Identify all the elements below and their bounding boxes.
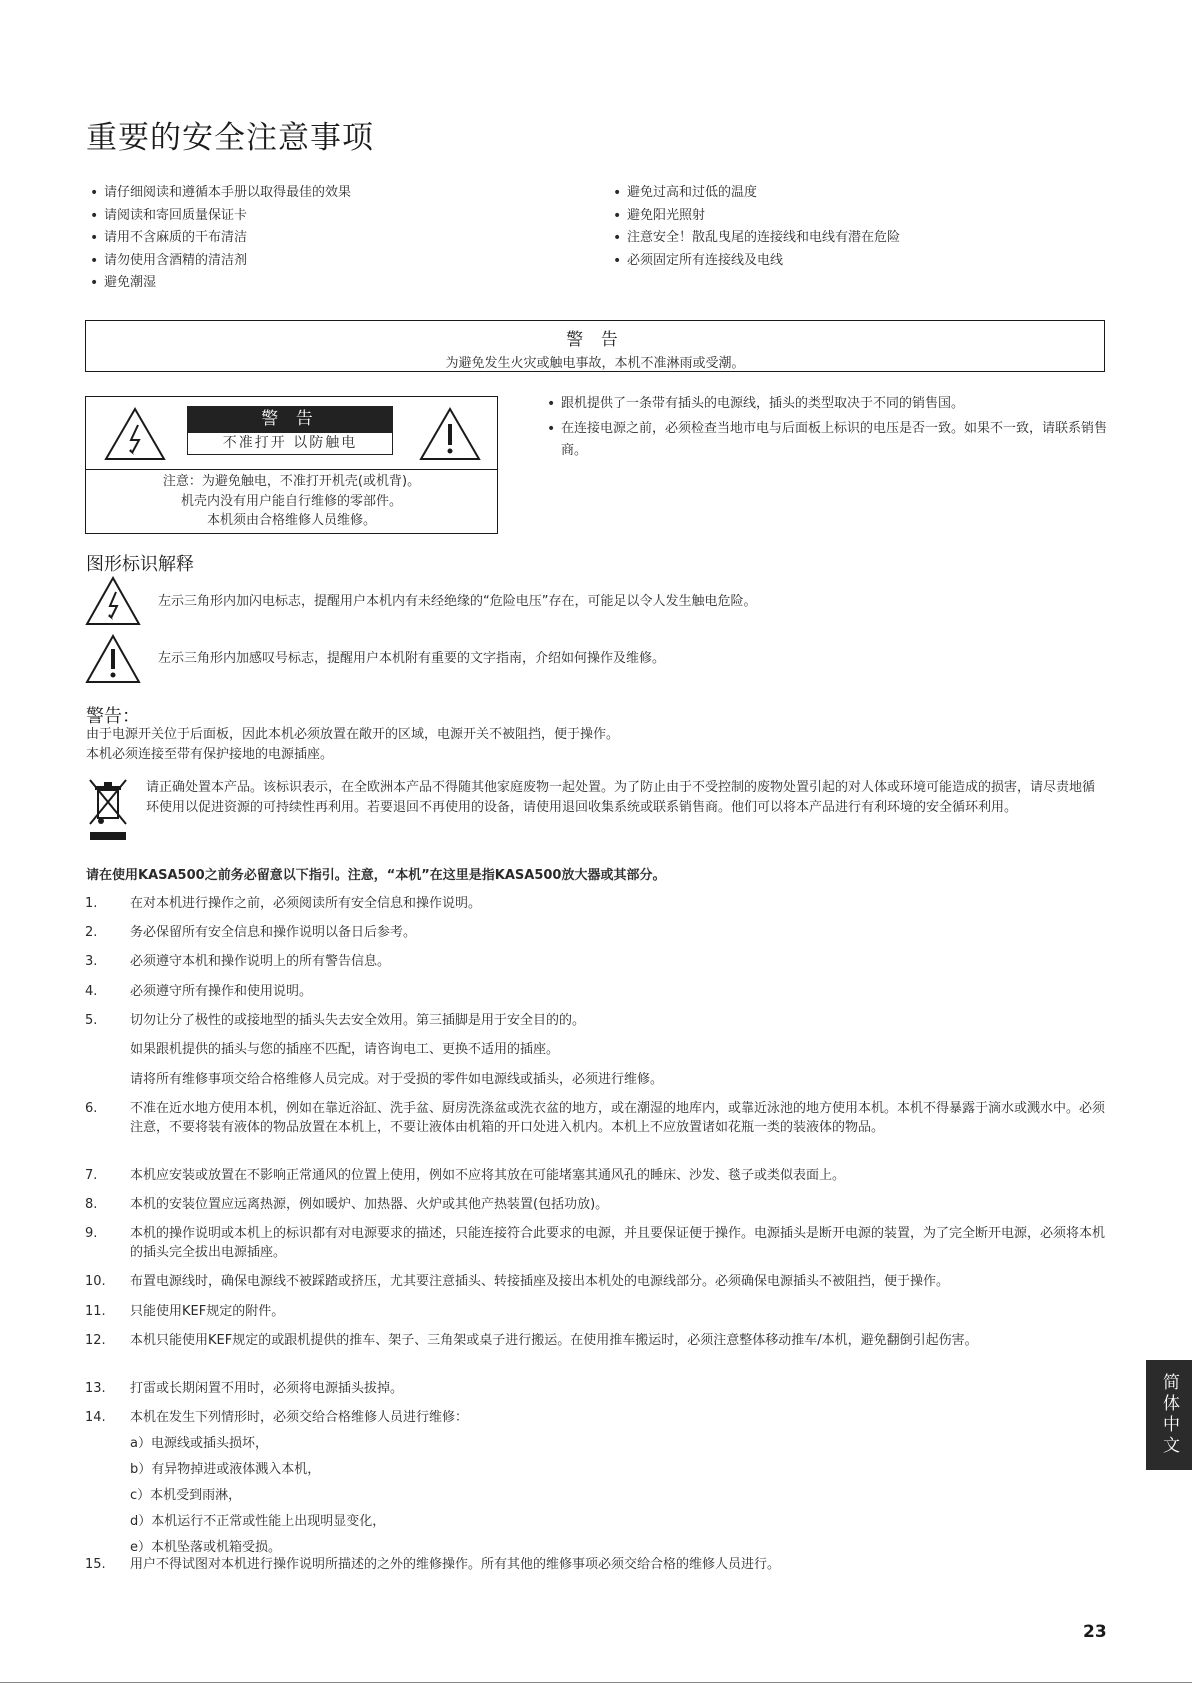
item-text: 务必保留所有安全信息和操作说明以备日后参考。: [130, 925, 417, 940]
item-text: 本机应安装或放置在不影响正常通风的位置上使用，例如不应将其放在可能堵塞其通风孔的睡床、沙发、毯子或类似表面上。: [130, 1168, 846, 1183]
list-item: • 请用不含麻质的干布清洁: [86, 227, 586, 250]
warning-heading: 警 告: [566, 330, 624, 350]
list-item: • 请阅读和寄回质量保证卡: [86, 205, 586, 228]
list-item: • 在连接电源之前，必须检查当地市电与后面板上标识的电压是否一致。如果不一致，请联系销售商。: [543, 418, 1108, 441]
shock-hazard-box: [85, 396, 498, 534]
warning2-heading: 警告：: [86, 706, 140, 727]
page-number: 23: [1083, 1622, 1107, 1642]
item-text: 必须遵守本机和操作说明上的所有警告信息。: [130, 954, 391, 969]
list-item: • 避免潮湿: [86, 272, 586, 295]
footer-rule: [0, 1682, 1192, 1683]
item-text: 必须遵守所有操作和使用说明。: [130, 984, 313, 999]
item-number: 4.: [85, 984, 98, 999]
item-number: 2.: [85, 925, 98, 940]
instructions-heading: 请在使用KASA500之前务必留意以下指引。注意，“本机”在这里是指KASA500放大器或其部分。: [86, 868, 666, 883]
item-text: 布置电源线时，确保电源线不被踩踏或挤压，尤其要注意插头、转接插座及接出本机处的电源线部分。必须确保电源插头不被阻挡，便于操作。: [130, 1274, 950, 1289]
divider: [86, 469, 497, 470]
item-text: 本机的操作说明或本机上的标识都有对电源要求的描述，只能连接符合此要求的电源，并且要保证便于操作。电源插头是断开电源的装置，为了完全断开电源，必须将本机的插头完全拔出电源插座。: [130, 1226, 1106, 1260]
weee-bin-icon: [88, 778, 128, 842]
warning2-line: 由于电源开关位于后面板，因此本机必须放置在敞开的区域，电源开关不被阻挡，便于操作。: [86, 727, 620, 742]
note-line: 机壳内没有用户能自行维修的零部件。: [180, 493, 402, 509]
list-item: • 注意安全！散乱曳尾的连接线和电线有潜在危险: [609, 227, 1109, 250]
lightning-triangle-icon: [85, 576, 141, 626]
note-line: 本机须由合格维修人员维修。: [206, 513, 376, 528]
list-item: • 跟机提供了一条带有插头的电源线，插头的类型取决于不同的销售国。: [543, 393, 1108, 416]
item-text: 本机只能使用KEF规定的或跟机提供的推车、架子、三角架或桌子进行搬运。在使用推车搬运时，必须注意整体移动推车/本机，避免翻倒引起伤害。: [130, 1333, 978, 1348]
lightning-warning-icon: [104, 407, 166, 461]
warning2-text: [86, 725, 1106, 765]
sub-item: d）本机运行不正常或性能上出现明显变化，: [130, 1514, 386, 1529]
item-text: 切勿让分了极性的或接地型的插头失去安全效用。第三插脚是用于安全目的的。: [130, 1013, 586, 1028]
item-text: 本机在发生下列情形时，必须交给合格维修人员进行维修：: [130, 1410, 469, 1425]
item-text: 打雷或长期闲置不用时，必须将电源插头拔掉。: [130, 1381, 404, 1396]
item-text: 用户不得试图对本机进行操作说明所描述的之外的维修操作。所有其他的维修事项必须交给合格的维修人员进行。: [130, 1557, 781, 1572]
item-number: 1.: [85, 896, 98, 911]
warning-box: [85, 320, 1105, 372]
item-number: 6.: [85, 1101, 98, 1116]
list-item: • 避免阳光照射: [609, 205, 1109, 228]
item-text: 不准在近水地方使用本机，例如在靠近浴缸、洗手盆、厨房洗涤盆或洗衣盆的地方，或在潮湿的地库内，或靠近泳池的地方使用本机。本机不得暴露于滴水或溅水中。必须注意，不要将装有液体的物品放置在本机上，不要让液体由机箱的开口处进入机内。本机上不应放置诸如花瓶一类的装液体的物品。: [130, 1101, 1106, 1135]
shock-heading: 警 告: [187, 406, 393, 432]
sub-item: b）有异物掉进或液体溅入本机，: [130, 1462, 321, 1477]
item-number: 12.: [85, 1333, 106, 1348]
item-number: 7.: [85, 1168, 98, 1183]
power-bullets: [543, 393, 1108, 458]
item-number: 11.: [85, 1304, 106, 1319]
sub-item: c）本机受到雨淋，: [130, 1488, 242, 1503]
item-text: 只能使用KEF规定的附件。: [130, 1304, 285, 1319]
item-number: 8.: [85, 1197, 98, 1212]
list-item: • 请仔细阅读和遵循本手册以取得最佳的效果: [86, 182, 586, 205]
shock-notes: [86, 472, 497, 531]
care-bullets-right: [609, 182, 1109, 272]
symbols-heading: 图形标识解释: [86, 554, 194, 575]
note-line: 注意：为避免触电，不准打开机壳(或机背)。: [162, 474, 421, 489]
item-number: 10.: [85, 1274, 106, 1289]
lightning-explanation: 左示三角形内加闪电标志，提醒用户本机内有未经绝缘的“危险电压”存在，可能足以令人发生触电危险。: [158, 594, 757, 609]
sub-item: a）电源线或插头损坏，: [130, 1436, 268, 1451]
shock-subheading: 不准打开 以防触电: [187, 432, 393, 455]
list-item: • 请勿使用含酒精的清洁剂: [86, 250, 586, 273]
item-number: 5.: [85, 1013, 98, 1028]
item-number: 13.: [85, 1381, 106, 1396]
exclamation-explanation: 左示三角形内加感叹号标志，提醒用户本机附有重要的文字指南，介绍如何操作及维修。: [158, 651, 666, 666]
item-number: 15.: [85, 1557, 106, 1572]
warning-text: 为避免发生火灾或触电事故，本机不准淋雨或受潮。: [445, 356, 745, 371]
item-text: 如果跟机提供的插头与您的插座不匹配，请咨询电工、更换不适用的插座。: [130, 1042, 560, 1057]
language-side-tab: 简体中文: [1146, 1360, 1192, 1470]
sub-item: e）本机坠落或机箱受损。: [130, 1540, 281, 1555]
item-number: 9.: [85, 1226, 98, 1241]
item-text: 本机的安装位置应远离热源，例如暖炉、加热器、火炉或其他产热装置(包括功放)。: [130, 1197, 609, 1212]
warning2-line: 本机必须连接至带有保护接地的电源插座。: [86, 747, 334, 762]
exclamation-warning-icon: [419, 407, 481, 461]
weee-text: 请正确处置本产品。该标识表示，在全欧洲本产品不得随其他家庭废物一起处置。为了防止由于不受控制的废物处置引起的对人体或环境可能造成的损害，请尽责地循环使用以促进资源的可持续性再利用。若要退回不再使用的设备，请使用退回收集系统或联系销售商。他们可以将本产品进行有利环境的安全循环利用。: [146, 780, 1096, 815]
list-item: • 必须固定所有连接线及电线: [609, 250, 1109, 273]
exclamation-triangle-icon: [85, 634, 141, 684]
item-number: 3.: [85, 954, 98, 969]
item-number: 14.: [85, 1410, 106, 1425]
item-text: 请将所有维修事项交给合格维修人员完成。对于受损的零件如电源线或插头，必须进行维修。: [130, 1072, 664, 1087]
list-item: • 避免过高和过低的温度: [609, 182, 1109, 205]
care-bullets-left: [86, 182, 586, 295]
page-title: 重要的安全注意事项: [86, 120, 374, 156]
item-text: 在对本机进行操作之前，必须阅读所有安全信息和操作说明。: [130, 896, 482, 911]
